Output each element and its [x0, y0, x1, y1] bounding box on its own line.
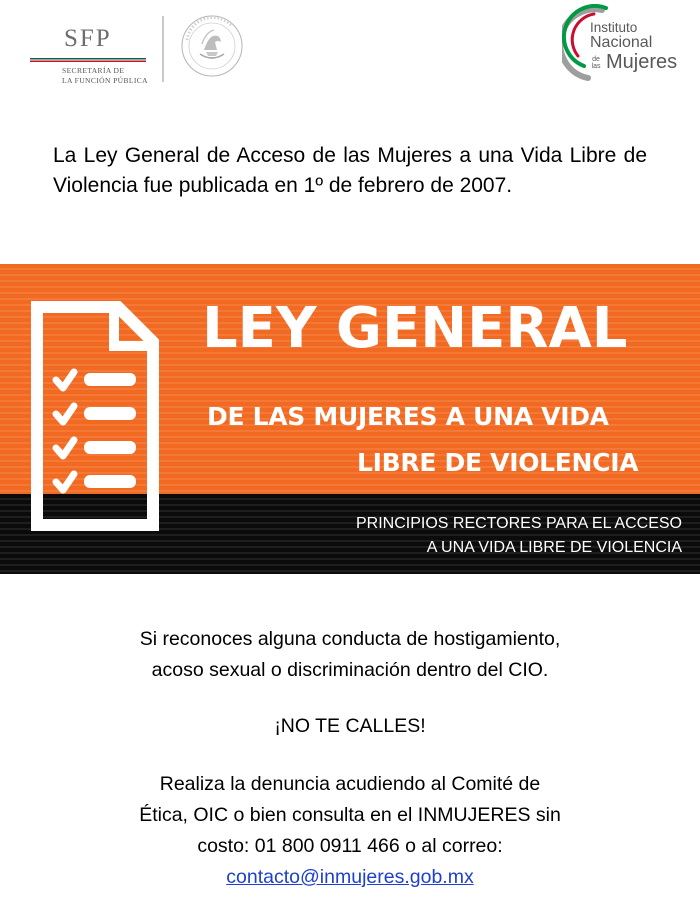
banner-subtitle-1: DE LAS MUJERES A UNA VIDA — [207, 402, 609, 431]
message-line-1: Si reconoces alguna conducta de hostigamiento, — [139, 628, 561, 650]
ley-general-banner — [0, 264, 700, 574]
banner-footer-1: PRINCIPIOS RECTORES PARA EL ACCESO — [355, 515, 682, 532]
message-line-2: acoso sexual o discriminación dentro del CIO. — [151, 659, 549, 681]
sfp-logo — [28, 22, 258, 94]
inmujeres-logo-line2: Nacional — [590, 34, 653, 51]
mexican-coat-of-arms-seal-icon — [180, 14, 244, 78]
sfp-logo-subtitle-1: SECRETARÍA DE — [62, 66, 125, 75]
message-line-3: Realiza la denuncia acudiendo al Comité de — [159, 773, 541, 795]
banner-subtitle-2: LIBRE DE VIOLENCIA — [357, 448, 639, 477]
email-link[interactable]: contacto@inmujeres.gob.mx — [226, 866, 474, 888]
message-line-4: Ética, OIC o bien consulta en el INMUJERES sin — [139, 804, 561, 826]
sfp-logo-title: SFP — [64, 25, 112, 52]
message-line-5: costo: 01 800 0911 466 o al correo: — [197, 835, 503, 857]
logo-divider — [162, 16, 164, 82]
inmujeres-logo — [562, 4, 680, 82]
message-block-2 — [100, 769, 600, 893]
checklist-document-icon — [30, 300, 160, 532]
inmujeres-logo-line4: Mujeres — [606, 51, 678, 73]
inmujeres-logo-line1: Instituto — [590, 20, 638, 35]
inmujeres-logo-line3 — [588, 56, 604, 70]
inmujeres-logo-de: de — [592, 56, 600, 63]
inmujeres-logo-las: las — [591, 63, 601, 70]
banner-title: LEY GENERAL — [202, 296, 628, 361]
banner-footer-2: A UNA VIDA LIBRE DE VIOLENCIA — [426, 539, 682, 556]
intro-paragraph: La Ley General de Acceso de las Mujeres a una Vida Libre de Violencia fue publicada en 1º de febrero de 2007. — [53, 144, 647, 197]
no-te-calles-callout: ¡NO TE CALLES! — [274, 715, 426, 737]
sfp-logo-subtitle-2: LA FUNCIÓN PÚBLICA — [62, 76, 148, 85]
message-block-1 — [100, 624, 600, 686]
sfp-tricolor-stripe — [30, 58, 146, 62]
